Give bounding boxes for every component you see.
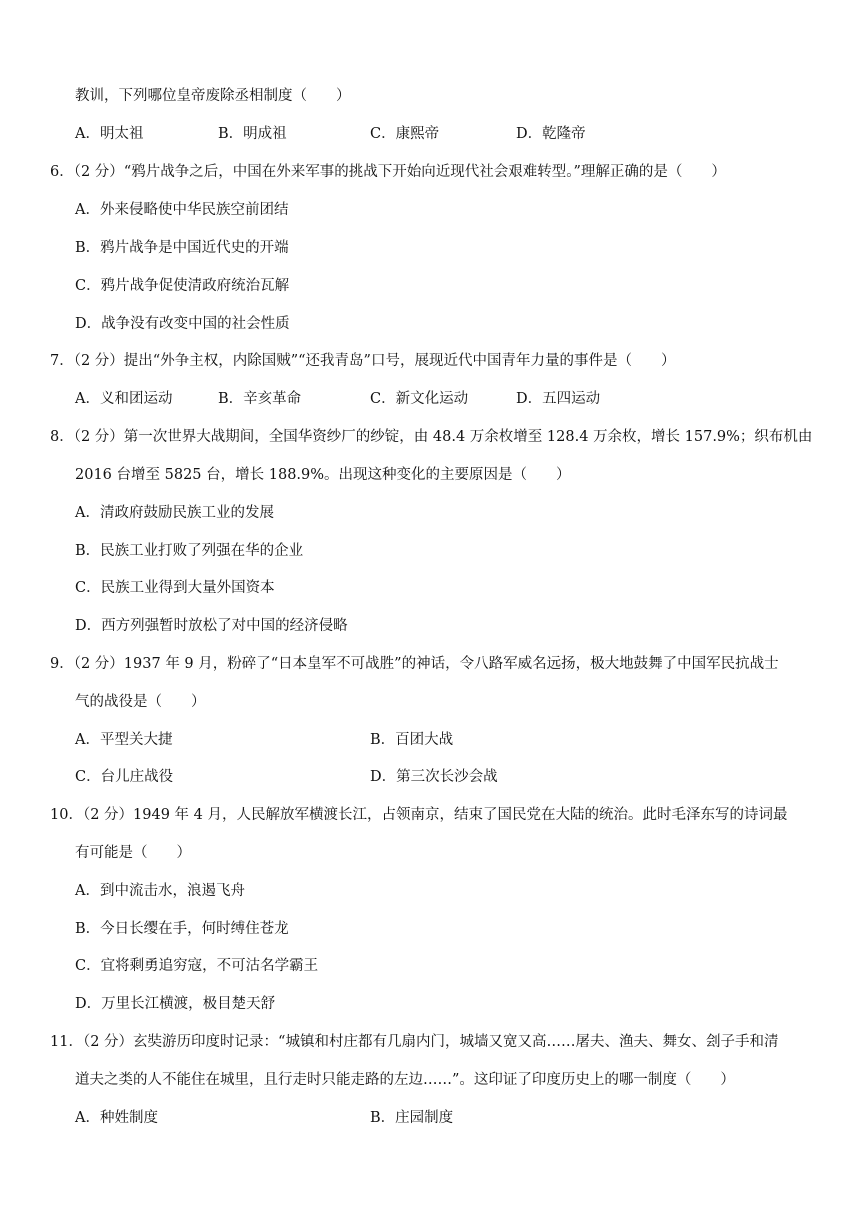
q6-option-a[interactable]: A．外来侵略使中华民族空前团结: [75, 202, 289, 218]
q5-option-d[interactable]: D．乾隆帝: [516, 126, 586, 142]
question-10-stem-line2: 有可能是（ ）: [75, 845, 191, 861]
question-6-stem: 6．（2 分）“鸦片战争之后，中国在外来军事的挑战下开始向近现代社会艰难转型。”理解正确的是（ ）: [50, 164, 726, 180]
q9-option-d[interactable]: D．第三次长沙会战: [370, 769, 498, 785]
q11-option-a[interactable]: A．种姓制度: [75, 1110, 158, 1126]
q8-option-a[interactable]: A．清政府鼓励民族工业的发展: [75, 505, 274, 521]
q9-option-a[interactable]: A．平型关大捷: [75, 732, 173, 748]
q5-option-b[interactable]: B．明成祖: [218, 126, 287, 142]
q5-option-a[interactable]: A．明太祖: [75, 126, 144, 142]
question-9-stem-line2: 气的战役是（ ）: [75, 694, 206, 710]
question-10-stem-line1: 10．（2 分）1949 年 4 月，人民解放军横渡长江，占领南京，结束了国民党在大陆的统治。此时毛泽东写的诗词最: [50, 807, 788, 823]
q7-option-b[interactable]: B．辛亥革命: [218, 391, 302, 407]
q10-option-c[interactable]: C．宜将剩勇追穷寇，不可沽名学霸王: [75, 958, 319, 974]
q8-option-c[interactable]: C．民族工业得到大量外国资本: [75, 580, 275, 596]
q10-option-b[interactable]: B．今日长缨在手，何时缚住苍龙: [75, 921, 289, 937]
q5-option-c[interactable]: C．康熙帝: [370, 126, 440, 142]
q9-option-b[interactable]: B．百团大战: [370, 732, 454, 748]
q8-option-d[interactable]: D．西方列强暂时放松了对中国的经济侵略: [75, 618, 348, 634]
q9-option-c[interactable]: C．台儿庄战役: [75, 769, 174, 785]
question-11-stem-line2: 道夫之类的人不能住在城里，且行走时只能走路的左边……”。这印证了印度历史上的哪一制度（ ）: [75, 1072, 735, 1088]
q6-option-b[interactable]: B．鸦片战争是中国近代史的开端: [75, 240, 289, 256]
q7-option-a[interactable]: A．义和团运动: [75, 391, 173, 407]
q11-option-b[interactable]: B．庄园制度: [370, 1110, 454, 1126]
question-8-stem-line2: 2016 台增至 5825 台，增长 188.9%。出现这种变化的主要原因是（ ）: [75, 467, 571, 483]
q7-option-c[interactable]: C．新文化运动: [370, 391, 469, 407]
q6-option-c[interactable]: C．鸦片战争促使清政府统治瓦解: [75, 278, 290, 294]
q10-option-d[interactable]: D．万里长江横渡，极目楚天舒: [75, 996, 276, 1012]
q8-option-b[interactable]: B．民族工业打败了列强在华的企业: [75, 543, 304, 559]
q6-option-d[interactable]: D．战争没有改变中国的社会性质: [75, 316, 290, 332]
question-7-stem: 7．（2 分）提出“外争主权，内除国贼”“还我青岛”口号，展现近代中国青年力量的事件是（ ）: [50, 353, 676, 369]
q7-option-d[interactable]: D．五四运动: [516, 391, 601, 407]
question-9-stem-line1: 9．（2 分）1937 年 9 月，粉碎了“日本皇军不可战胜”的神话，令八路军威名远扬，极大地鼓舞了中国军民抗战士: [50, 656, 779, 672]
question-5-stem: 教训，下列哪位皇帝废除丞相制度（ ）: [75, 88, 351, 104]
q10-option-a[interactable]: A．到中流击水，浪遏飞舟: [75, 883, 245, 899]
question-11-stem-line1: 11．（2 分）玄奘游历印度时记录：“城镇和村庄都有几扇内门，城墙又宽又高……屠夫、渔夫、舞女、刽子手和清: [50, 1034, 779, 1050]
question-8-stem-line1: 8．（2 分）第一次世界大战期间，全国华资纱厂的纱锭，由 48.4 万余枚增至 128.4 万余枚，增长 157.9%；织布机由: [50, 429, 813, 445]
